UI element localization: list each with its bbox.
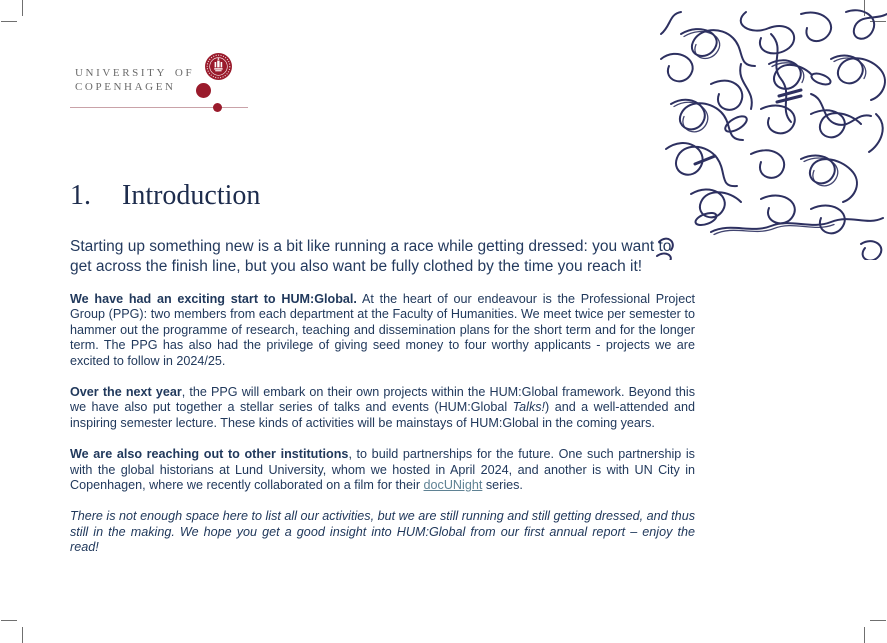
content-column [70,180,695,556]
paragraph-next-year-text-b: ) and a well-attended and inspiring semester lecture. These kinds of activities will be mainstays of HUM:Global in the coming years. [70,400,695,430]
logo-dot-on-rule [213,103,222,112]
docunight-link[interactable]: docUNight [423,478,483,493]
paragraph-next-year-bold: Over the next year [70,385,182,400]
university-logo [70,53,320,115]
university-logo-wordmark [75,66,194,94]
logo-line-2: COPENHAGEN [75,81,176,93]
university-seal-icon [205,53,232,80]
paragraph-institutions [70,447,695,493]
closing-paragraph: There is not enough space here to list all our activities, but we are still running and still getting dressed, and thus still in the making. We hope you get a good insight into HUM:Global from our first annual report – enjoy the read! [70,509,695,555]
crop-mark-top-left-vertical [22,0,23,16]
crop-mark-bottom-right-vertical [864,627,865,643]
section-number: 1. [70,180,91,211]
paragraph-ppg [70,292,695,369]
crop-mark-top-left-horizontal [1,21,17,22]
paragraph-next-year [70,385,695,431]
paragraph-institutions-text-b: series. [482,478,523,493]
lead-paragraph: Starting up something new is a bit like running a race while getting dressed: you want to get across the finish line, but you also want be fully clothed by the time you reach it! [70,238,672,275]
paragraph-institutions-bold: We are also reaching out to other institutions [70,447,349,462]
logo-dot-large [196,83,211,98]
paragraph-ppg-text: At the heart of our endeavour is the Professional Project Group (PPG): two members from each department at the Faculty of Humanities. We meet twice per semester to hammer out the programme of research, teaching and dissemination plans for the short term and for the longer term. The PPG has also had the privilege of giving seed money to four worthy applicants - projects we are excited to follow in 2024/25. [70,292,695,368]
logo-line-1: UNIVERSITY OF [75,67,195,79]
paragraph-institutions-text-a: , to build partnerships for the future. One such partnership is with the global historians at Lund University, whom we hosted in April 2024, and another is with UN City in Copenhagen, where we recently collaborated on a film for their [70,447,695,493]
crop-mark-bottom-left-vertical [22,627,23,643]
page-title [70,180,695,212]
talks-italic: Talks! [512,400,546,415]
paragraph-next-year-text-a: , the PPG will embark on their own projects within the HUM:Global framework. Beyond this we have also put together a stellar series of talks and events (HUM:Global [70,385,695,415]
crop-mark-bottom-right-horizontal [870,620,886,621]
section-title: Introduction [122,180,261,211]
crop-mark-bottom-left-horizontal [1,620,17,621]
paragraph-ppg-bold: We have had an exciting start to HUM:Global. [70,292,357,306]
